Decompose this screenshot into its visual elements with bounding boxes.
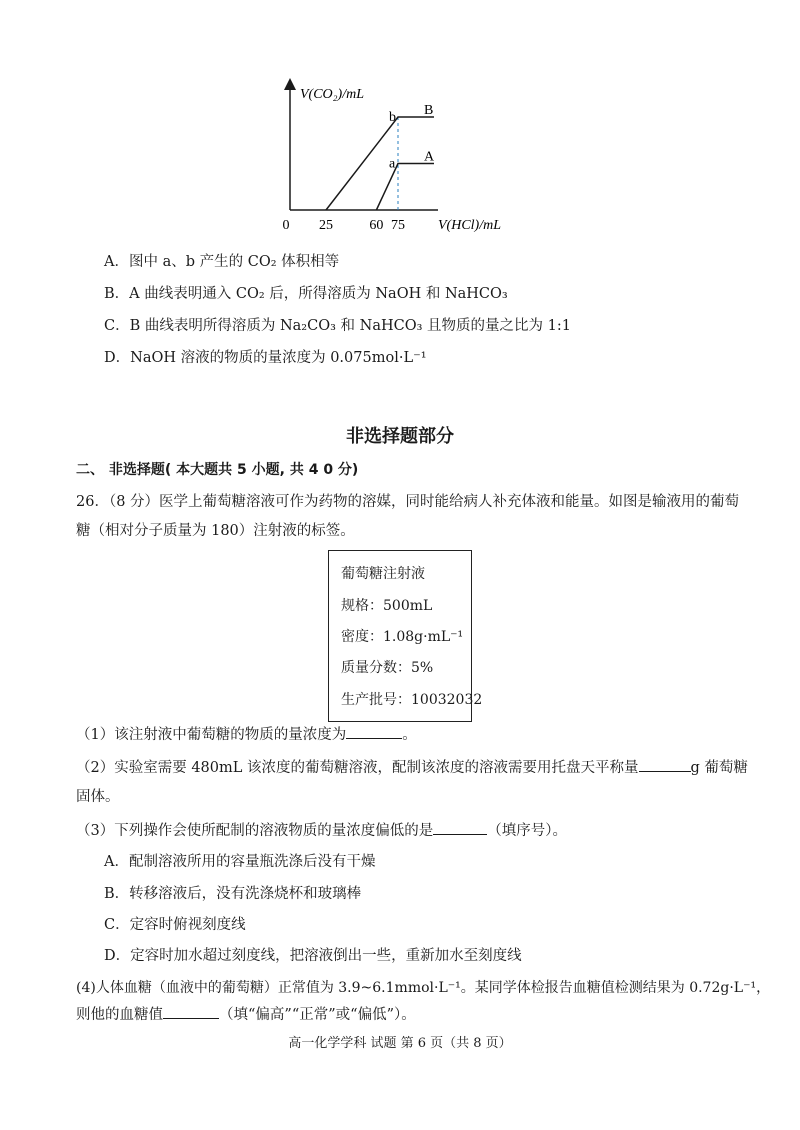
injection-label [328,550,483,722]
q26-part4-line2: 则他的血糖值 （填“偏高”“正常”或“偏低”）。 [76,1004,416,1025]
label-batch: 生产批号：10032032 [341,692,483,708]
section-title: 非选择题部分 [346,426,454,447]
q25-option-b: B．A 曲线表明通入 CO₂ 后，所得溶质为 NaOH 和 NaHCO₃ [104,286,508,302]
q26-part2: （2）实验室需要 480mL 该浓度的葡萄糖溶液，配制该浓度的溶液需要用托盘天平称量 g 葡萄糖 [76,757,748,778]
q26-part3-option-c: C．定容时俯视刻度线 [104,917,246,933]
q25-option-a: A．图中 a、b 产生的 CO₂ 体积相等 [104,254,340,270]
x-tick-label: 25 [319,218,333,233]
series-label-A: A [424,149,435,165]
page-footer: 高一化学学科 试题 第 6 页（共 8 页） [288,1036,512,1051]
q26-part2-blank[interactable] [639,757,691,772]
q26-stem-line2: 糖（相对分子质量为 180）注射液的标签。 [76,523,355,539]
q26-part4-text: 则他的血糖值 [76,1007,163,1023]
q26-part2-text: （2）实验室需要 480mL 该浓度的葡萄糖溶液，配制该浓度的溶液需要用托盘天平称量 [76,760,639,776]
label-spec: 规格：500mL [341,598,433,614]
q26-part4-line1: (4)人体血糖（血液中的葡萄糖）正常值为 3.9~6.1mmol·L⁻¹。某同学体检报告血糖值检测结果为 0.72g·L⁻¹， [76,980,771,996]
point-label-b: b [389,110,396,125]
q25-option-c: C．B 曲线表明所得溶质为 Na₂CO₃ 和 NaHCO₃ 且物质的量之比为 1:1 [104,318,571,334]
point-label-a: a [389,156,396,172]
label-mass-fraction: 质量分数：5% [341,660,434,676]
q26-part3-blank[interactable] [433,820,487,835]
q26-part4-blank[interactable] [163,1004,219,1019]
x-axis-label: V(HCl)/mL [438,218,501,233]
q26-part1-blank[interactable] [346,724,402,739]
series-label-B: B [424,103,434,118]
q26-part2-line2: 固体。 [76,789,120,805]
y-axis-label: V(CO₂)/mL [300,87,364,102]
section-heading: 二、 非选择题( 本大题共 5 小题, 共 4 0 分) [76,462,359,478]
label-density: 密度：1.08g·mL⁻¹ [341,629,464,645]
q26-stem-line1: 26．（8 分）医学上葡萄糖溶液可作为药物的溶媒，同时能给病人补充体液和能量。如图是输液用的葡萄 [76,494,740,510]
q26-part3-text: （3）下列操作会使所配制的溶液物质的量浓度偏低的是 [76,823,434,839]
label-title: 葡萄糖注射液 [341,566,425,582]
x-tick-label: 60 [369,218,384,233]
x-tick-label: 0 [282,218,290,233]
q26-part3: （3）下列操作会使所配制的溶液物质的量浓度偏低的是 （填序号）。 [76,820,567,841]
q26-part1: （1）该注射液中葡萄糖的物质的量浓度为 。 [76,724,417,745]
x-tick-label: 75 [391,218,405,233]
q26-part1-text: （1）该注射液中葡萄糖的物质的量浓度为 [76,727,347,743]
q26-part3-option-b: B．转移溶液后，没有洗涤烧杯和玻璃棒 [104,886,362,902]
co2-hcl-graph [270,78,530,238]
q26-part3-option-d: D．定容时加水超过刻度线，把溶液倒出一些，重新加水至刻度线 [104,948,522,964]
q26-part3-option-a: A．配制溶液所用的容量瓶洗涤后没有干燥 [104,854,376,870]
q25-option-d: D．NaOH 溶液的物质的量浓度为 0.075mol·L⁻¹ [104,350,427,366]
series-line-A [376,164,434,211]
